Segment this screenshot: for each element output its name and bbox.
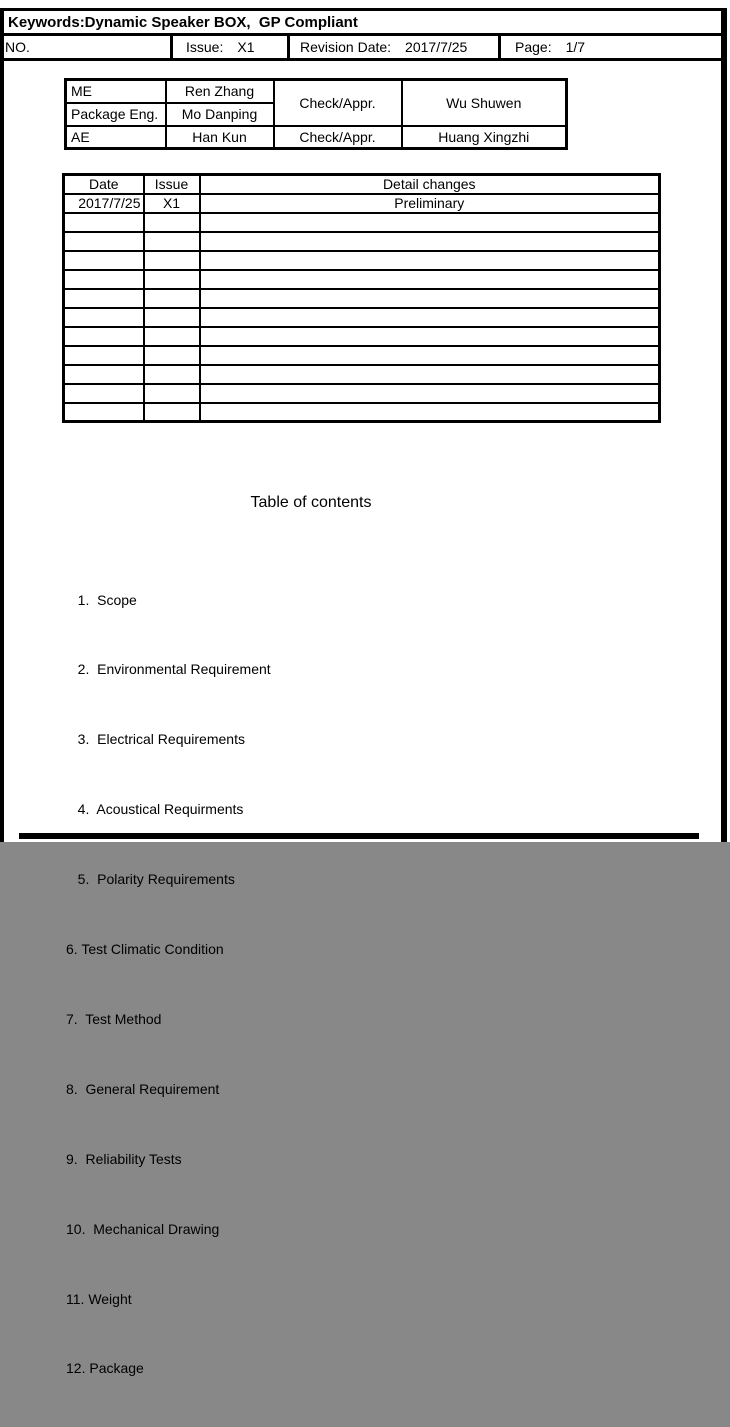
approval-row-me bbox=[66, 80, 567, 103]
revision-cell bbox=[64, 365, 144, 384]
revision-empty-row bbox=[64, 289, 660, 308]
revision-cell bbox=[200, 232, 660, 251]
revision-empty-row bbox=[64, 403, 660, 422]
approval-row-ae bbox=[66, 126, 567, 149]
revision-cell bbox=[200, 384, 660, 403]
toc-item: 1. Scope bbox=[66, 591, 137, 608]
toc-item: 3. Electrical Requirements bbox=[66, 731, 245, 748]
approval-role: ME bbox=[66, 80, 166, 103]
toc-item: 2. Environmental Requirement bbox=[66, 661, 271, 678]
check-appr-label-bottom: Check/Appr. bbox=[274, 126, 402, 149]
revision-empty-row bbox=[64, 365, 660, 384]
revision-table-body bbox=[64, 194, 660, 422]
page-right-border bbox=[721, 8, 727, 842]
revision-cell bbox=[200, 365, 660, 384]
revision-header-changes: Detail changes bbox=[200, 175, 660, 194]
toc-item: 4. Acoustical Requirments bbox=[66, 801, 244, 818]
toc-item: 10. Mechanical Drawing bbox=[66, 1220, 220, 1237]
revision-empty-row bbox=[64, 346, 660, 365]
approval-name: Ren Zhang bbox=[166, 80, 274, 103]
revision-empty-row bbox=[64, 308, 660, 327]
toc-item: 12. Package bbox=[66, 1360, 144, 1377]
revision-cell bbox=[64, 270, 144, 289]
revision-cell bbox=[200, 327, 660, 346]
revision-cell bbox=[64, 213, 144, 232]
toc-item: 6. Test Climatic Condition bbox=[66, 941, 224, 958]
revision-cell bbox=[64, 403, 144, 422]
revision-header-date: Date bbox=[64, 175, 144, 194]
toc-item: 9. Reliability Tests bbox=[66, 1150, 182, 1167]
revision-history-table bbox=[62, 173, 661, 423]
revision-cell bbox=[64, 346, 144, 365]
approval-name: Mo Danping bbox=[166, 103, 274, 126]
revision-cell bbox=[144, 346, 200, 365]
revision-empty-row bbox=[64, 384, 660, 403]
revision-cell bbox=[144, 289, 200, 308]
revision-empty-row bbox=[64, 270, 660, 289]
revision-empty-row bbox=[64, 213, 660, 232]
revision-cell bbox=[200, 270, 660, 289]
revision-cell bbox=[200, 289, 660, 308]
approval-name: Han Kun bbox=[166, 126, 274, 149]
no-cell bbox=[0, 36, 170, 58]
revision-cell bbox=[144, 270, 200, 289]
revision-cell bbox=[200, 213, 660, 232]
approval-role: Package Eng. bbox=[66, 103, 166, 126]
document-info-row bbox=[0, 36, 727, 61]
page-label: Page: bbox=[515, 39, 552, 55]
toc-item: 7. Test Method bbox=[66, 1010, 162, 1027]
revision-cell bbox=[144, 213, 200, 232]
approval-table bbox=[64, 78, 568, 150]
revision-cell bbox=[144, 327, 200, 346]
revision-cell bbox=[64, 251, 144, 270]
approval-role: AE bbox=[66, 126, 166, 149]
revision-empty-row bbox=[64, 327, 660, 346]
no-label: NO. bbox=[5, 39, 30, 55]
revision-cell bbox=[200, 346, 660, 365]
revision-cell bbox=[200, 403, 660, 422]
revision-date-label: Revision Date: bbox=[300, 39, 392, 55]
toc-item: 8. General Requirement bbox=[66, 1080, 220, 1097]
revision-cell bbox=[200, 308, 660, 327]
revision-header-issue: Issue bbox=[144, 175, 200, 194]
revision-cell bbox=[64, 384, 144, 403]
revision-cell bbox=[200, 251, 660, 270]
revision-cell: X1 bbox=[144, 194, 200, 213]
issue-value: X1 bbox=[237, 39, 255, 55]
revision-cell bbox=[64, 327, 144, 346]
revision-cell bbox=[144, 403, 200, 422]
next-section-top-rule bbox=[19, 833, 699, 839]
toc-item: 11. Weight bbox=[66, 1290, 132, 1307]
revision-cell bbox=[64, 289, 144, 308]
keywords-text: Keywords:Dynamic Speaker BOX, GP Compliant bbox=[8, 13, 358, 31]
page-number-value: 1/7 bbox=[565, 39, 586, 55]
issue-label: Issue: bbox=[186, 39, 224, 55]
toc-title: Table of contents bbox=[250, 494, 372, 511]
check-appr-name-top: Wu Shuwen bbox=[402, 80, 567, 126]
keywords-header bbox=[0, 8, 727, 36]
page-left-border bbox=[0, 8, 4, 842]
check-appr-name-bottom: Huang Xingzhi bbox=[402, 126, 567, 149]
toc-list bbox=[66, 542, 666, 1427]
revision-cell bbox=[144, 251, 200, 270]
issue-cell bbox=[170, 36, 287, 58]
check-appr-label-top: Check/Appr. bbox=[274, 80, 402, 126]
revision-cell: Preliminary bbox=[200, 194, 660, 213]
toc-item: 5. Polarity Requirements bbox=[66, 871, 235, 888]
revision-date-value: 2017/7/25 bbox=[405, 39, 468, 55]
revision-cell: 2017/7/25 bbox=[64, 194, 144, 213]
revision-cell bbox=[144, 365, 200, 384]
page-number-cell bbox=[498, 36, 727, 58]
revision-cell bbox=[144, 232, 200, 251]
revision-cell bbox=[64, 308, 144, 327]
revision-header-row bbox=[64, 175, 660, 194]
revision-date-cell bbox=[287, 36, 498, 58]
revision-cell bbox=[144, 308, 200, 327]
revision-cell bbox=[144, 384, 200, 403]
revision-empty-row bbox=[64, 232, 660, 251]
revision-empty-row bbox=[64, 251, 660, 270]
revision-cell bbox=[64, 232, 144, 251]
revision-entry-row bbox=[64, 194, 660, 213]
